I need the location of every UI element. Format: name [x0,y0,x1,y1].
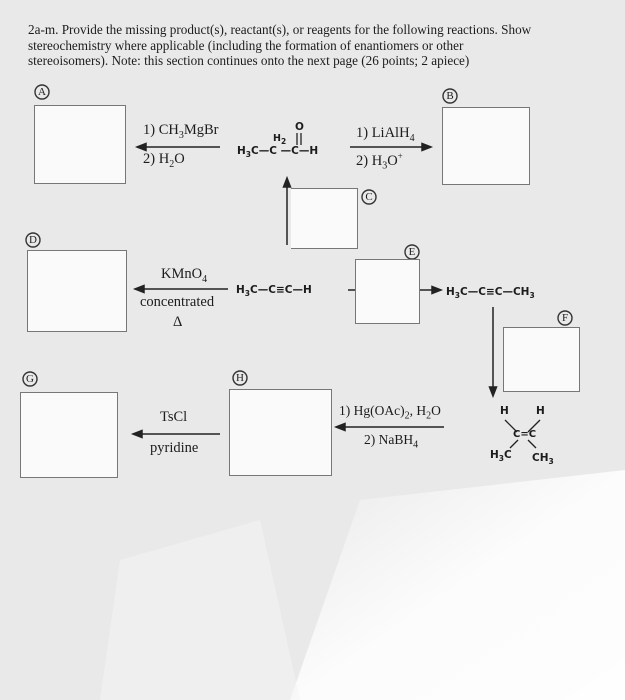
instructions-line-1: 2a-m. Provide the missing product(s), reactant(s), or reagents for the following reactions. Show [28,22,532,37]
label-e: E [408,246,416,258]
reagent-lialh4-step1: 1) LiAlH$_4$ [356,125,415,144]
answer-box-e[interactable] [355,259,420,324]
answer-box-d[interactable] [27,250,127,332]
label-g: G [26,373,34,385]
aldehyde-structure: $H_3C—C$ —C—H [237,145,319,160]
answer-box-g[interactable] [20,392,118,478]
arrowhead-e [432,287,441,294]
alkene-ch3: $CH_3$ [532,452,554,467]
arrowhead-h [336,424,345,431]
reagent-grignard-step1: 1) $CH_3MgBr$ [143,122,219,141]
arrowhead-g [133,431,142,438]
label-a: A [38,86,46,98]
instructions-line-2: stereochemistry where applicable (including the formation of enantiomers or other [28,37,464,53]
aldehyde-double-bond [294,133,304,147]
answer-box-h[interactable] [229,389,332,476]
reagent-oxymercuration-step2: 2) NaBH$_4$ [364,432,419,451]
alkene-double-bond: C=C [513,429,537,440]
answer-box-a[interactable] [34,105,126,184]
reagent-pyridine: pyridine [150,440,199,456]
arrowhead-f [490,387,497,396]
label-c: C [365,191,373,203]
answer-box-f[interactable] [503,327,580,392]
reagent-concentrated: concentrated [140,294,215,310]
alkene-h-left: H [500,405,509,417]
propyne-structure: $H_3C—C\equiv C—H$ [236,284,312,299]
answer-box-b[interactable] [442,107,530,185]
label-d: D [29,234,37,246]
label-h: H [236,372,244,384]
reagent-grignard-step2: 2) $H_2O$ [143,151,185,170]
instructions-line-3: stereoisomers). Note: this section continues onto the next page (26 points; 2 apiece) [28,53,470,68]
alkene-h3c: $H_3C$ [490,449,512,464]
reagent-kmno4: KMnO$_4$ [161,266,208,285]
aldehyde-h2: $H_2$ [273,133,287,146]
alkene-h-right: H [536,405,545,417]
glare-left [100,520,300,700]
reagent-heat: Δ [173,314,183,330]
label-f: F [561,312,569,324]
arrowhead-d [135,286,144,293]
reagent-oxymercuration-step1: 1) $Hg(OAc)_2$, $H_2O$ [339,403,441,422]
arrowhead-a [137,144,146,151]
aldehyde-oxygen: O [295,121,304,133]
label-b: B [446,90,454,102]
reagent-tscl: TsCl [160,409,188,425]
answer-box-c[interactable] [291,188,358,249]
butyne-structure: $H_3C—C\equiv C—CH_3$ [446,286,535,301]
reagent-lialh4-step2: 2) $H_3O^+$ [356,151,403,172]
glare-right [290,470,625,700]
arrowhead-b [422,144,431,151]
arrowhead-c [284,178,291,187]
